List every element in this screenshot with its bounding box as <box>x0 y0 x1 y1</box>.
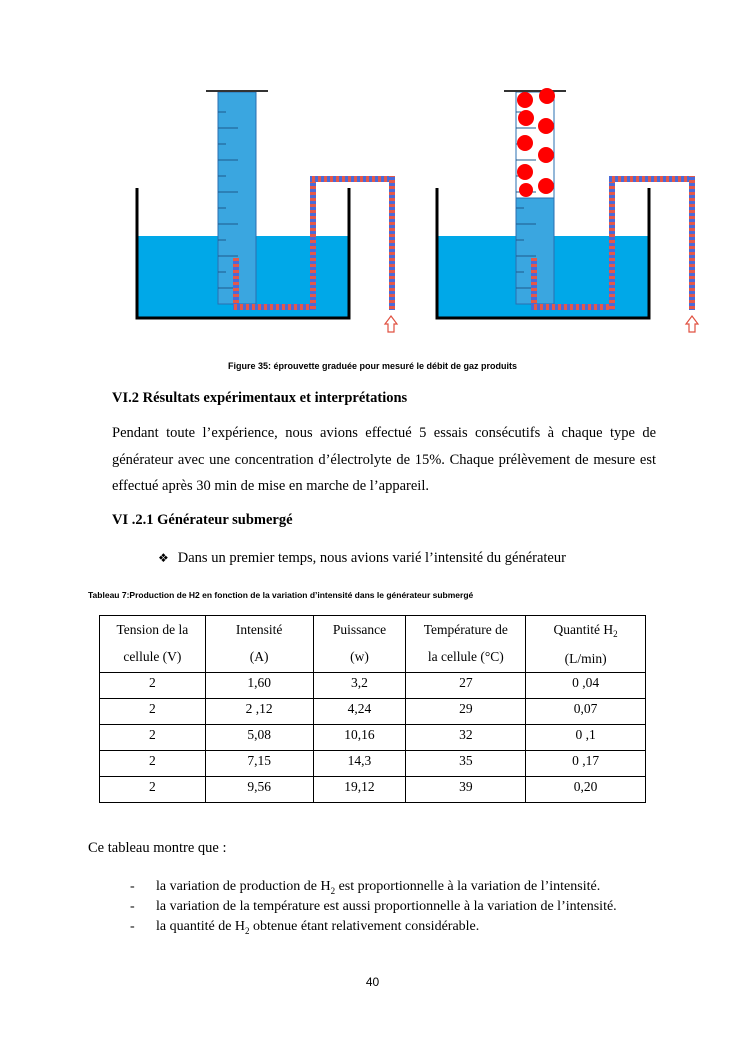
gas-inlet-arrow-icon <box>686 316 698 332</box>
table-cell: 2 <box>100 725 206 751</box>
table-cell: 5,08 <box>205 725 313 751</box>
bullet-text: Dans un premier temps, nous avions varié l’intensité du générateur <box>177 550 566 566</box>
table-cell: 2 <box>100 751 206 777</box>
diamond-bullet-icon: ❖ <box>158 551 169 565</box>
list-item: - la variation de production de $H_2$ est proportionnelle à la variation de l’intensité. <box>130 879 601 896</box>
table-cell: 19,12 <box>313 777 406 803</box>
apparatus-diagram <box>0 0 745 350</box>
list-item: - la quantité de $H_2$ obtenue étant relativement considérable. <box>130 919 480 936</box>
table-caption: Tableau 7:Production de H2 en fonction de la variation d’intensité dans le générateur submergé <box>88 590 474 600</box>
table-cell: 2 ,12 <box>205 699 313 725</box>
table-row <box>100 751 646 777</box>
table-cell: 2 <box>100 699 206 725</box>
table-cell: 0 ,04 <box>526 673 646 699</box>
conclusion-intro: Ce tableau montre que : <box>88 840 227 856</box>
page-number: 40 <box>365 975 380 989</box>
table-cell: 3,2 <box>313 673 406 699</box>
list-item: - la variation de la température est aussi proportionnelle à la variation de l’intensité. <box>130 899 617 914</box>
header-current: Intensité (A) <box>205 616 313 673</box>
table-cell: 1,60 <box>205 673 313 699</box>
table-cell: 35 <box>406 751 526 777</box>
table-cell: 39 <box>406 777 526 803</box>
table-cell: 10,16 <box>313 725 406 751</box>
table-cell: 2 <box>100 777 206 803</box>
section-title: VI.2 Résultats expérimentaux et interprétations <box>112 390 408 406</box>
table-header-row <box>100 616 646 673</box>
section-paragraph: Pendant toute l’expérience, nous avions effectué 5 essais consécutifs à chaque type de générateur avec une concentration d’électrolyte de 15%. Chaque prélèvement de mesure est effectué après 30 min de mise en marche de l’appareil. <box>112 425 656 494</box>
bullet-item <box>158 550 566 567</box>
header-power: Puissance (w) <box>313 616 406 673</box>
table-cell: 4,24 <box>313 699 406 725</box>
table-row <box>100 699 646 725</box>
figure-caption: Figure 35: éprouvette graduée pour mesuré le débit de gaz produits <box>227 361 518 371</box>
table-cell: 32 <box>406 725 526 751</box>
table-cell: 0,20 <box>526 777 646 803</box>
left-apparatus <box>137 91 397 332</box>
results-table <box>99 615 646 803</box>
conclusion-list <box>130 877 617 937</box>
right-apparatus-with-gas-bubbles <box>437 88 698 332</box>
table-cell: 27 <box>406 673 526 699</box>
table-row <box>100 673 646 699</box>
header-temperature: Température de la cellule (°C) <box>406 616 526 673</box>
table-cell: 7,15 <box>205 751 313 777</box>
table-cell: 29 <box>406 699 526 725</box>
header-h2-quantity: Quantité $H_2$ (L/min) <box>526 616 646 673</box>
gas-inlet-arrow-icon <box>385 316 397 332</box>
header-voltage: Tension de la cellule (V) <box>100 616 206 673</box>
table-cell: 14,3 <box>313 751 406 777</box>
table-cell: 0 ,1 <box>526 725 646 751</box>
table-row <box>100 725 646 751</box>
table-row <box>100 777 646 803</box>
apparatus-figure <box>0 0 745 350</box>
subsection-title: VI .2.1 Générateur submergé <box>112 512 293 528</box>
table-cell: 9,56 <box>205 777 313 803</box>
table-cell: 2 <box>100 673 206 699</box>
table-cell: 0 ,17 <box>526 751 646 777</box>
table-cell: 0,07 <box>526 699 646 725</box>
